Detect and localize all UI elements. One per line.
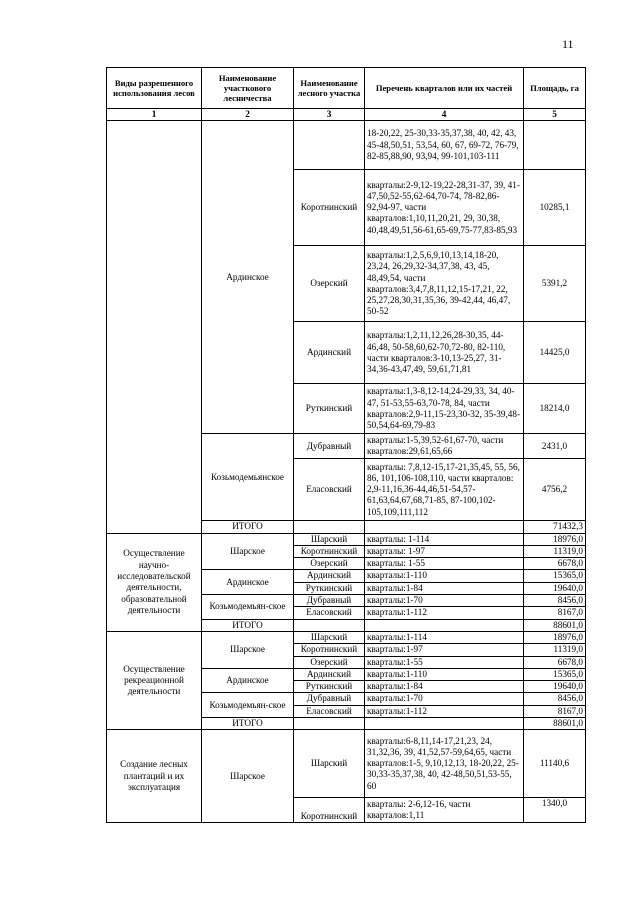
kvartaly-cell: кварталы:1,2,11,12,26,28-30,35, 44-46,48, 50-58,60,62-70,72-80, 82-110, части кварталов:3-10,13-25,27, 31-34,36-43,47,49, 59,61,71,81 — [365, 322, 524, 384]
area-cell: 11319,0 — [524, 545, 586, 557]
vid-cell: Осуществление рекреационной деятельности — [107, 631, 202, 729]
table-row — [107, 121, 586, 170]
empty-cell — [294, 718, 365, 730]
uchastok-cell-empty — [294, 121, 365, 170]
area-cell: 15365,0 — [524, 570, 586, 582]
header-area: Площадь, га — [524, 68, 586, 109]
uchastok-cell: Озерский — [294, 246, 365, 322]
header-uchastok: Наименование лесного участка — [294, 68, 365, 109]
area-cell: 19640,0 — [524, 681, 586, 693]
area-cell: 8167,0 — [524, 705, 586, 717]
col-number: 3 — [294, 109, 365, 121]
empty-cell — [365, 521, 524, 533]
area-cell: 18976,0 — [524, 533, 586, 545]
page-number: 11 — [562, 37, 574, 51]
table-row — [107, 533, 586, 545]
uchastok-cell: Руткинский — [294, 681, 365, 693]
area-cell: 19640,0 — [524, 582, 586, 594]
area-cell: 14425,0 — [524, 322, 586, 384]
empty-cell — [294, 521, 365, 533]
vid-cell: Создание лесных плантаций и их эксплуатация — [107, 730, 202, 823]
uchastok-cell: Шарский — [294, 631, 365, 643]
uchastok-cell: Руткинский — [294, 582, 365, 594]
area-cell: 8456,0 — [524, 693, 586, 705]
itogo-label: ИТОГО — [202, 521, 294, 533]
kvartaly-cell: кварталы: 1-97 — [365, 545, 524, 557]
area-cell: 1340,0 — [524, 798, 586, 823]
area-cell: 6678,0 — [524, 656, 586, 668]
forest-use-table — [106, 67, 586, 823]
lesnichestvo-cell: Ардинское — [202, 121, 294, 434]
lesnichestvo-cell: Козьмодемьян-ское — [202, 693, 294, 718]
header-row — [107, 68, 586, 109]
kvartaly-cell: кварталы:1-110 — [365, 570, 524, 582]
uchastok-cell: Коротнинский — [294, 644, 365, 656]
col-number: 1 — [107, 109, 202, 121]
vid-cell-empty — [107, 121, 202, 533]
empty-cell — [365, 718, 524, 730]
uchastok-cell: Коротнинский — [294, 545, 365, 557]
uchastok-cell: Еласовский — [294, 607, 365, 619]
column-number-row — [107, 109, 586, 121]
area-cell: 18976,0 — [524, 631, 586, 643]
lesnichestvo-cell: Козьмодемьян-ское — [202, 595, 294, 620]
area-cell: 5391,2 — [524, 246, 586, 322]
uchastok-cell: Коротнинский — [294, 798, 365, 823]
uchastok-cell: Ардинский — [294, 322, 365, 384]
lesnichestvo-cell: Козьмодемьянское — [202, 434, 294, 521]
kvartaly-cell: кварталы: 1-55 — [365, 558, 524, 570]
kvartaly-cell: кварталы:1,2,5,6,9,10,13,14,18-20, 23,24, 26,29,32-34,37,38, 43, 45, 48,49,54, части кварталов:3,4,7,8,11,12,15-17,21, 22, 25,27,28,30,31,35,36, 39-42,44, 46,47, 50-52 — [365, 246, 524, 322]
kvartaly-cell: кварталы:6-8,11,14-17,21,23, 24, 31,32,36, 39, 41,52,57-59,64,65, части кварталов:1-5, 9,10,12,13, 18-20,22, 25-30,33-35,37,38, 40, 42-48,50,51,53-55, 60 — [365, 730, 524, 798]
area-cell: 11319,0 — [524, 644, 586, 656]
area-cell: 11140,6 — [524, 730, 586, 798]
kvartaly-cell: кварталы: 1-114 — [365, 533, 524, 545]
kvartaly-cell: кварталы:1,3-8,12-14,24-29,33, 34, 40-47, 51-53,55-63,70-78, 84, части кварталов:2,9-11,15-23,30-32, 35-39,48-50,54,64-69,79-83 — [365, 384, 524, 434]
table-row — [107, 730, 586, 798]
uchastok-cell: Ардинский — [294, 668, 365, 680]
itogo-area: 88601,0 — [524, 619, 586, 631]
uchastok-cell: Руткинский — [294, 384, 365, 434]
lesnichestvo-cell: Шарское — [202, 730, 294, 823]
uchastok-cell: Шарский — [294, 533, 365, 545]
col-number: 4 — [365, 109, 524, 121]
uchastok-cell: Озерский — [294, 558, 365, 570]
lesnichestvo-cell: Шарское — [202, 631, 294, 668]
lesnichestvo-cell: Шарское — [202, 533, 294, 570]
kvartaly-cell: кварталы: 2-6,12-16, части кварталов:1,11 — [365, 798, 524, 823]
header-kvartaly: Перечень кварталов или их частей — [365, 68, 524, 109]
kvartaly-cell: кварталы:1-114 — [365, 631, 524, 643]
kvartaly-cell: кварталы:1-110 — [365, 668, 524, 680]
empty-cell — [365, 619, 524, 631]
area-cell: 8456,0 — [524, 595, 586, 607]
itogo-label: ИТОГО — [202, 718, 294, 730]
kvartaly-cell: кварталы:1-5,39,52-61,67-70, части кварталов:29,61,65,66 — [365, 434, 524, 459]
uchastok-cell: Шарский — [294, 730, 365, 798]
col-number: 2 — [202, 109, 294, 121]
area-cell: 10285,1 — [524, 170, 586, 246]
uchastok-cell: Коротнинский — [294, 170, 365, 246]
uchastok-cell: Еласовский — [294, 705, 365, 717]
header-vid: Виды разрешенного использования лесов — [107, 68, 202, 109]
col-number: 5 — [524, 109, 586, 121]
uchastok-cell: Дубравный — [294, 693, 365, 705]
kvartaly-cell: кварталы:1-84 — [365, 681, 524, 693]
itogo-label: ИТОГО — [202, 619, 294, 631]
kvartaly-cell: кварталы:1-84 — [365, 582, 524, 594]
kvartaly-cell: кварталы:1-55 — [365, 656, 524, 668]
kvartaly-cell: кварталы:1-97 — [365, 644, 524, 656]
uchastok-cell: Еласовский — [294, 459, 365, 521]
area-cell: 4756,2 — [524, 459, 586, 521]
table-row — [107, 631, 586, 643]
kvartaly-cell: 18-20,22, 25-30,33-35,37,38, 40, 42, 43, 45-48,50,51, 53,54, 60, 67, 69-72, 76-79, 82-85,88,90, 93,94, 99-101,103-111 — [365, 121, 524, 170]
uchastok-cell: Дубравный — [294, 434, 365, 459]
kvartaly-cell: кварталы:1-112 — [365, 607, 524, 619]
area-cell: 18214,0 — [524, 384, 586, 434]
lesnichestvo-cell: Ардинское — [202, 570, 294, 595]
area-cell-empty — [524, 121, 586, 170]
empty-cell — [294, 619, 365, 631]
kvartaly-cell: кварталы:1-70 — [365, 595, 524, 607]
kvartaly-cell: кварталы:1-70 — [365, 693, 524, 705]
header-lesnichestvo: Наименование участкового лесничества — [202, 68, 294, 109]
kvartaly-cell: кварталы: 7,8,12-15,17-21,35,45, 55, 56, 86, 101,106-108,110, части кварталов: 2,9-11,16,36-44,46,51-54,57-61,63,64,67,68,71-85, 87-100,102-105,109,111,112 — [365, 459, 524, 521]
kvartaly-cell: кварталы:1-112 — [365, 705, 524, 717]
kvartaly-cell: кварталы:2-9,12-19,22-28,31-37, 39, 41-47,50,52-55,62-64,70-74, 78-82,86-92,94-97, части кварталов:1,10,11,20,21, 29, 30,38, 40,48,49,51,56-61,65-69,75-77,83-85,93 — [365, 170, 524, 246]
vid-cell: Осуществление научно-исследовательской деятельности, образовательной деятельности — [107, 533, 202, 631]
area-cell: 15365,0 — [524, 668, 586, 680]
area-cell: 2431,0 — [524, 434, 586, 459]
area-cell: 6678,0 — [524, 558, 586, 570]
itogo-area: 88601,0 — [524, 718, 586, 730]
uchastok-cell: Ардинский — [294, 570, 365, 582]
area-cell: 8167,0 — [524, 607, 586, 619]
lesnichestvo-cell: Ардинское — [202, 668, 294, 693]
uchastok-cell: Озерский — [294, 656, 365, 668]
itogo-area: 71432,3 — [524, 521, 586, 533]
uchastok-cell: Дубравный — [294, 595, 365, 607]
